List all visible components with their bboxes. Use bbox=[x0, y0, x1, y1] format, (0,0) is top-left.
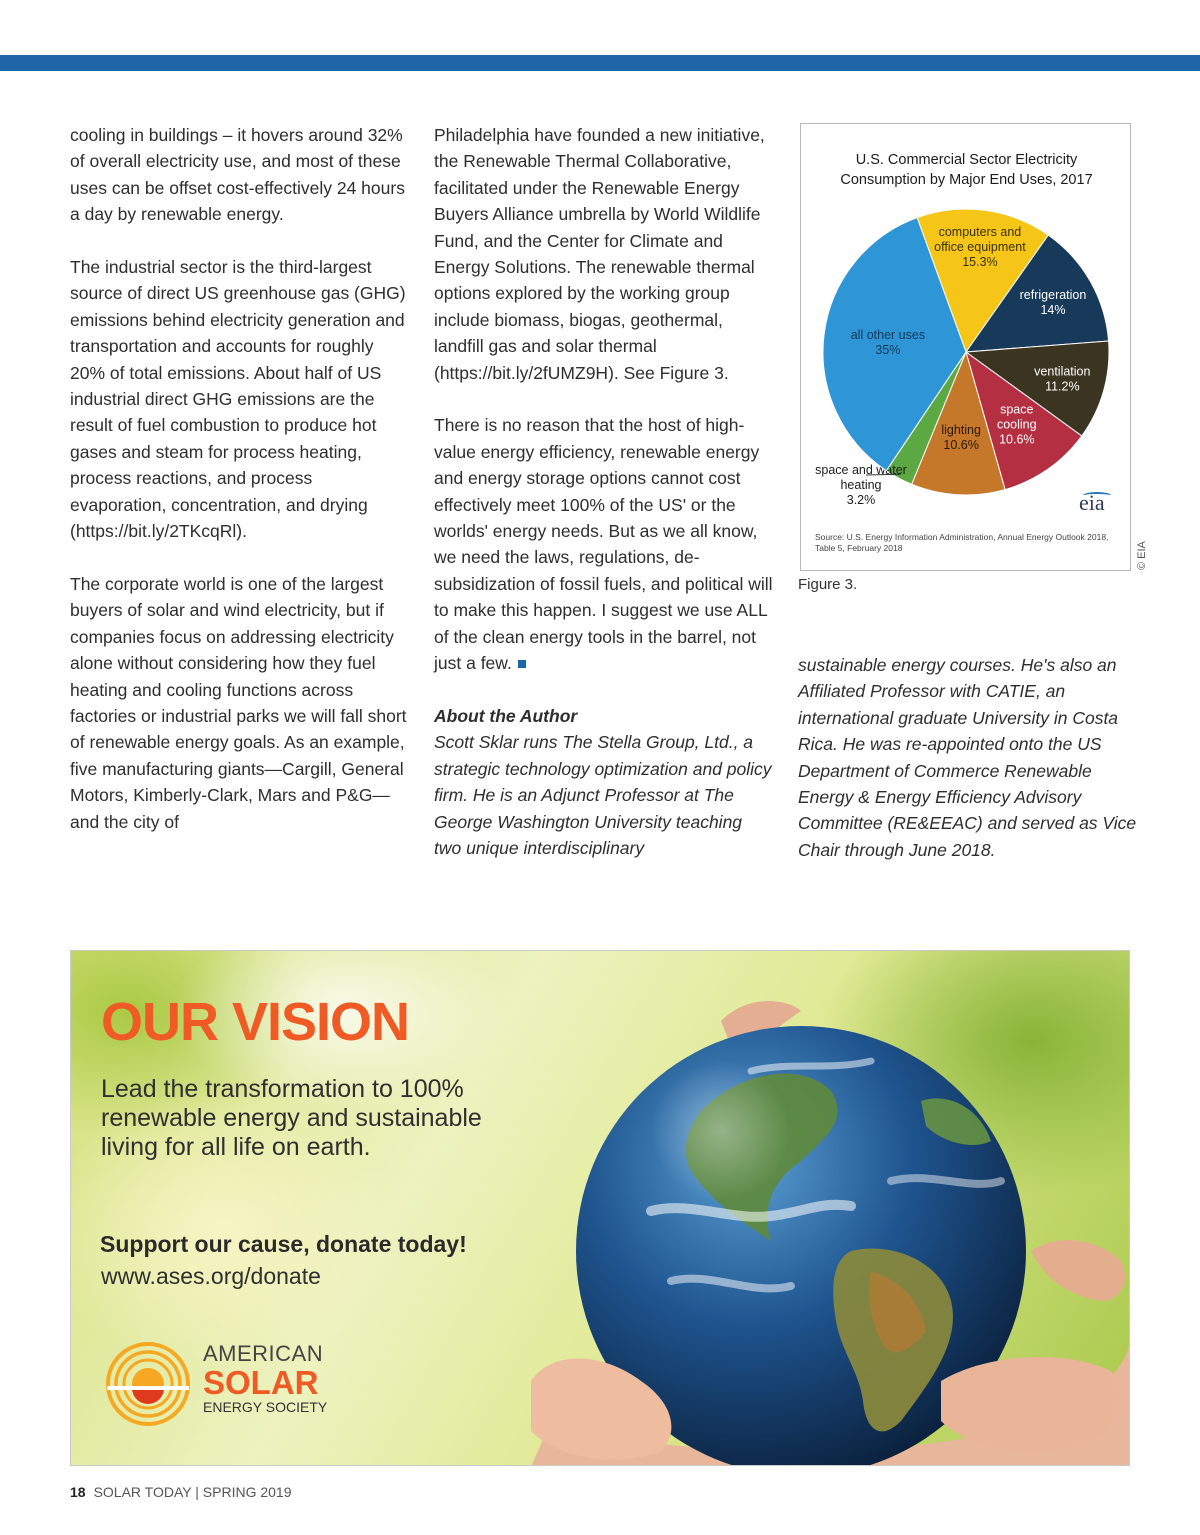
pie-label-space-2: 10.6% bbox=[999, 432, 1035, 447]
ad-vision-text: Lead the transformation to 100% renewable energy and sustainable living for all life on earth. bbox=[101, 1075, 482, 1161]
col2-paragraph-1: Philadelphia have founded a new initiative, the Renewable Thermal Collaborative, facilitated under the Renewable Energy Buyers Alliance umbrella by World Wildlife Fund, and the Center for Climate and Energy Solutions. The renewable thermal options explored by the working group include biomass, biogas, geothermal, landfill gas and solar thermal (https://bit.ly/2fUMZ9H). See Figure 3. bbox=[434, 125, 765, 383]
pie-label-lighting-0: lighting bbox=[941, 423, 981, 438]
pie-label-refrigeration-0: refrigeration bbox=[1019, 287, 1087, 302]
author-bio-part-1: Scott Sklar runs The Stella Group, Ltd., a strategic technology optimization and policy firm. He is an Adjunct Professor at The George Washington University teaching two unique interdisciplinary bbox=[434, 732, 772, 858]
article-column-3 bbox=[798, 652, 1138, 890]
chart-source-line-1: Source: U.S. Energy Information Administration, Annual Energy Outlook 2018, bbox=[815, 532, 1109, 542]
ases-logo-solar: SOLAR bbox=[203, 1364, 319, 1401]
eia-logo-icon: eia bbox=[1079, 490, 1105, 515]
pie-label-space-and-water-1: heating bbox=[840, 478, 882, 492]
ases-donation-ad bbox=[70, 950, 1130, 1466]
pie-label-all-other-uses-1: 35% bbox=[875, 343, 901, 358]
about-author-heading: About the Author bbox=[434, 705, 578, 726]
chart-title-line-1: U.S. Commercial Sector Electricity bbox=[855, 152, 1078, 168]
chart-source bbox=[815, 532, 1125, 554]
ases-logo-society: ENERGY SOCIETY bbox=[203, 1399, 328, 1415]
page-number: 18 bbox=[70, 1484, 86, 1500]
ad-title: OUR VISION bbox=[101, 992, 410, 1052]
donate-link[interactable]: www.ases.org/donate bbox=[101, 1263, 321, 1289]
issue-date: SPRING 2019 bbox=[202, 1484, 292, 1500]
col2-paragraph-2-text: There is no reason that the host of high-value energy efficiency, renewable energy and energy storage options cannot cost effectively meet 100% of the US' or the worlds' energy needs. But as we all know, we need the laws, regulations, de-subsidization of fossil fuels, and political will to make this happen. I suggest we use ALL of the clean energy tools in the barrel, not just a few. bbox=[434, 415, 773, 674]
ases-logo-text bbox=[203, 1343, 327, 1414]
pie-label-computers-and-2: 15.3% bbox=[962, 255, 998, 270]
pie-label-computers-and-0: computers and bbox=[938, 225, 1022, 240]
col1-paragraph-3: The corporate world is one of the largest buyers of solar and wind electricity, but if companies focus on addressing electricity alone without considering how they fuel heating and cooling functions across factories or industrial parks we will fall short of renewable energy goals. As an example, five manufacturing giants—Cargill, General Motors, Kimberly-Clark, Mars and P&G—and the city of bbox=[70, 573, 407, 832]
article-end-mark-icon bbox=[518, 660, 526, 668]
pie-label-space-and-water-0: space and water bbox=[815, 463, 907, 477]
chart-source-line-2: Table 5, February 2018 bbox=[815, 543, 903, 553]
chart-title bbox=[801, 150, 1132, 190]
earth-in-hands-image bbox=[471, 951, 1130, 1466]
figure-3-chart bbox=[800, 123, 1131, 571]
footer-separator: | bbox=[195, 1484, 199, 1500]
col1-paragraph-2: The industrial sector is the third-largest source of direct US greenhouse gas (GHG) emissions behind electricity generation and transportation and accounts for roughly 20% of total emissions. About half of US industrial direct GHG emissions are the result of fuel combustion to produce hot gases and steam for process heating, process reactions, and process evaporation, concentration, and drying (https://bit.ly/2TKcqRl). bbox=[70, 257, 406, 542]
col2-paragraph-2 bbox=[434, 412, 774, 676]
page-footer bbox=[70, 1484, 292, 1500]
pie-label-refrigeration-1: 14% bbox=[1040, 302, 1066, 317]
pie-label-lighting-1: 10.6% bbox=[943, 438, 979, 453]
pie-label-ventilation-1: 11.2% bbox=[1045, 379, 1080, 394]
publication-name: SOLAR TODAY bbox=[93, 1484, 192, 1500]
top-color-bar bbox=[0, 55, 1200, 71]
figure-caption: Figure 3. bbox=[798, 576, 858, 593]
pie-label-space-0: space bbox=[1000, 402, 1034, 417]
pie-label-computers-and-1: office equipment bbox=[934, 240, 1026, 255]
col1-paragraph-1: cooling in buildings – it hovers around 32% of overall electricity use, and most of these uses can be offset cost-effectively 24 hours a day by renewable energy. bbox=[70, 125, 405, 225]
article-column-2 bbox=[434, 122, 774, 888]
pie-label-ventilation-0: ventilation bbox=[1034, 364, 1091, 379]
pie-label-all-other-uses-0: all other uses bbox=[850, 328, 926, 343]
pie-label-space-and-water-2: 3.2% bbox=[846, 493, 876, 507]
ad-call-to-action: Support our cause, donate today! bbox=[100, 1231, 467, 1257]
chart-title-line-2: Consumption by Major End Uses, 2017 bbox=[840, 172, 1093, 188]
pie-label-space-1: cooling bbox=[996, 417, 1037, 432]
ases-sun-logo-icon bbox=[105, 1341, 191, 1427]
figure-credit: © EIA bbox=[1136, 541, 1148, 570]
author-bio-part-2: sustainable energy courses. He's also an Affiliated Professor with CATIE, an international graduate University in Costa Rica. He was re-appointed onto the US Department of Commerce Renewable Energy & Energy Efficiency Advisory Committee (RE&EEAC) and served as Vice Chair through June 2018. bbox=[798, 655, 1137, 860]
article-column-1 bbox=[70, 122, 410, 861]
ases-logo-american: AMERICAN bbox=[203, 1341, 324, 1366]
